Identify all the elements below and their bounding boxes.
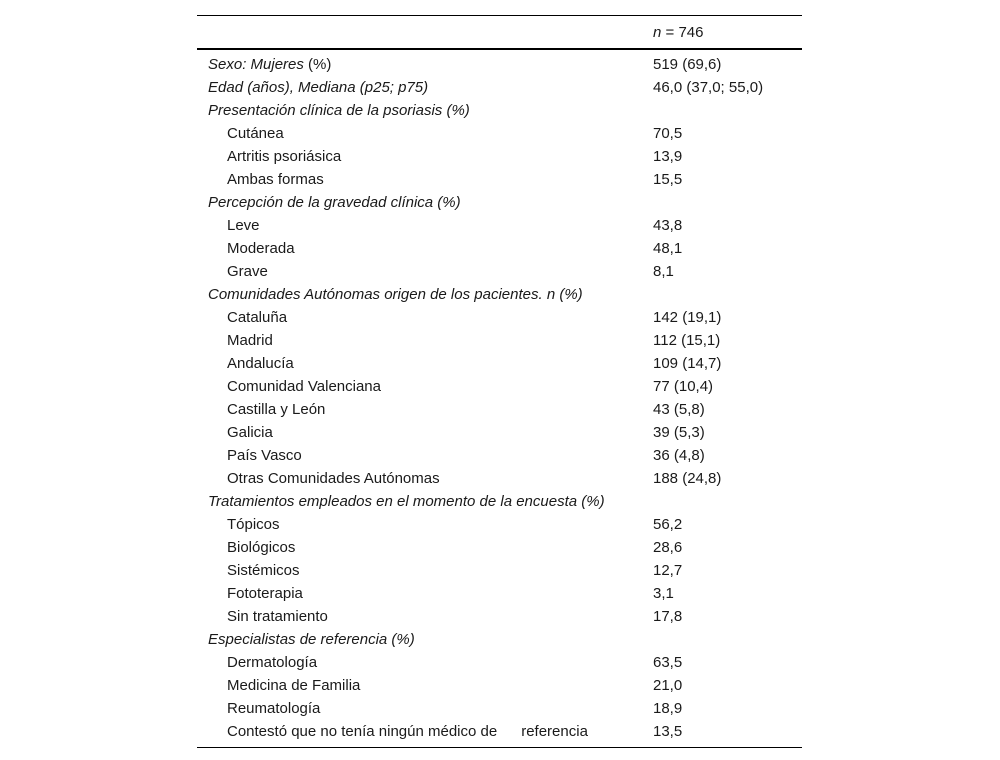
table-row <box>197 444 802 467</box>
row-label: Sin tratamiento <box>227 608 328 625</box>
row-label: Medicina de Familia <box>227 677 361 694</box>
row-value: 56,2 <box>653 516 683 533</box>
row-value: 3,1 <box>653 585 674 602</box>
row-label-part-a: Contestó que no tenía ningún médico de <box>227 723 498 740</box>
row-value: 15,5 <box>653 171 683 188</box>
row-label: Cataluña <box>227 309 288 326</box>
row-value: 63,5 <box>653 654 683 671</box>
row-value: 8,1 <box>653 263 674 280</box>
n-symbol: n <box>653 24 662 41</box>
table-row <box>197 559 802 582</box>
row-label: Moderada <box>227 240 295 257</box>
row-value: 142 (19,1) <box>653 309 722 326</box>
demographics-table <box>197 15 802 748</box>
row-label: Ambas formas <box>227 171 324 188</box>
row-label: Reumatología <box>227 700 321 717</box>
section-label <box>208 99 470 122</box>
row-label: País Vasco <box>227 447 302 464</box>
table-row <box>197 122 802 145</box>
row-value: 112 (15,1) <box>653 332 721 349</box>
table-row <box>197 352 802 375</box>
row-value: 109 (14,7) <box>653 355 722 372</box>
table-section-row <box>197 76 802 99</box>
table-row <box>197 145 802 168</box>
table-header-row <box>197 16 802 48</box>
row-label: Madrid <box>227 332 273 349</box>
table-row <box>197 398 802 421</box>
table-row <box>197 536 802 559</box>
row-value: 46,0 (37,0; 55,0) <box>653 79 764 96</box>
table-row <box>197 467 802 490</box>
table-row <box>197 306 802 329</box>
table-row <box>197 697 802 720</box>
section-label <box>208 53 331 76</box>
row-label: Leve <box>227 217 260 234</box>
section-label-text: Especialistas de referencia (%) <box>208 631 415 648</box>
section-label <box>208 490 605 513</box>
table-row <box>197 605 802 628</box>
row-label: Castilla y León <box>227 401 326 418</box>
row-label <box>227 720 588 743</box>
table-row <box>197 237 802 260</box>
row-label: Biológicos <box>227 539 296 556</box>
section-label-text: Percepción de la gravedad clínica (%) <box>208 194 461 211</box>
table-body <box>197 50 802 747</box>
table-row <box>197 168 802 191</box>
section-label <box>208 191 461 214</box>
row-value: 519 (69,6) <box>653 56 722 73</box>
row-value: 12,7 <box>653 562 683 579</box>
table-row <box>197 260 802 283</box>
row-label: Sistémicos <box>227 562 300 579</box>
row-label: Galicia <box>227 424 273 441</box>
row-label: Tópicos <box>227 516 280 533</box>
sample-size-header <box>653 24 703 41</box>
row-value: 28,6 <box>653 539 683 556</box>
table-section-row <box>197 283 802 306</box>
table-section-row <box>197 628 802 651</box>
table-row <box>197 421 802 444</box>
row-value: 77 (10,4) <box>653 378 714 395</box>
row-label: Otras Comunidades Autónomas <box>227 470 440 487</box>
row-value: 21,0 <box>653 677 683 694</box>
row-value: 43 (5,8) <box>653 401 705 418</box>
n-value: = 746 <box>661 24 704 41</box>
row-value: 18,9 <box>653 700 683 717</box>
section-label-text: Edad (años), Mediana (p25; p75) <box>208 79 429 96</box>
section-label-unit: (%) <box>303 56 332 73</box>
table-row <box>197 651 802 674</box>
row-value: 43,8 <box>653 217 683 234</box>
row-value: 188 (24,8) <box>653 470 722 487</box>
section-label-text: Comunidades Autónomas origen de los pacientes. n (%) <box>208 286 583 303</box>
table-row <box>197 513 802 536</box>
row-value: 13,9 <box>653 148 683 165</box>
row-label: Artritis psoriásica <box>227 148 342 165</box>
table-section-row <box>197 191 802 214</box>
row-value: 13,5 <box>653 723 683 740</box>
table-row <box>197 375 802 398</box>
table-bottom-rule <box>197 747 802 748</box>
row-label: Fototerapia <box>227 585 303 602</box>
table-row <box>197 214 802 237</box>
row-label: Andalucía <box>227 355 294 372</box>
table-row <box>197 329 802 352</box>
section-label-text: Presentación clínica de la psoriasis (%) <box>208 102 470 119</box>
row-value: 70,5 <box>653 125 683 142</box>
table-section-row <box>197 490 802 513</box>
row-label: Grave <box>227 263 268 280</box>
table-row <box>197 582 802 605</box>
section-label <box>208 283 583 306</box>
row-value: 48,1 <box>653 240 683 257</box>
section-label <box>208 76 428 99</box>
row-label: Comunidad Valenciana <box>227 378 381 395</box>
table-section-row <box>197 53 802 76</box>
table-row <box>197 720 802 743</box>
row-label-part-b: referencia <box>521 723 588 740</box>
section-label-text: Sexo: Mujeres <box>208 56 304 73</box>
table-section-row <box>197 99 802 122</box>
row-label: Dermatología <box>227 654 318 671</box>
section-label <box>208 628 415 651</box>
row-value: 39 (5,3) <box>653 424 705 441</box>
row-value: 36 (4,8) <box>653 447 705 464</box>
row-label: Cutánea <box>227 125 284 142</box>
row-value: 17,8 <box>653 608 683 625</box>
section-label-text: Tratamientos empleados en el momento de la encuesta (%) <box>208 493 605 510</box>
table-row <box>197 674 802 697</box>
